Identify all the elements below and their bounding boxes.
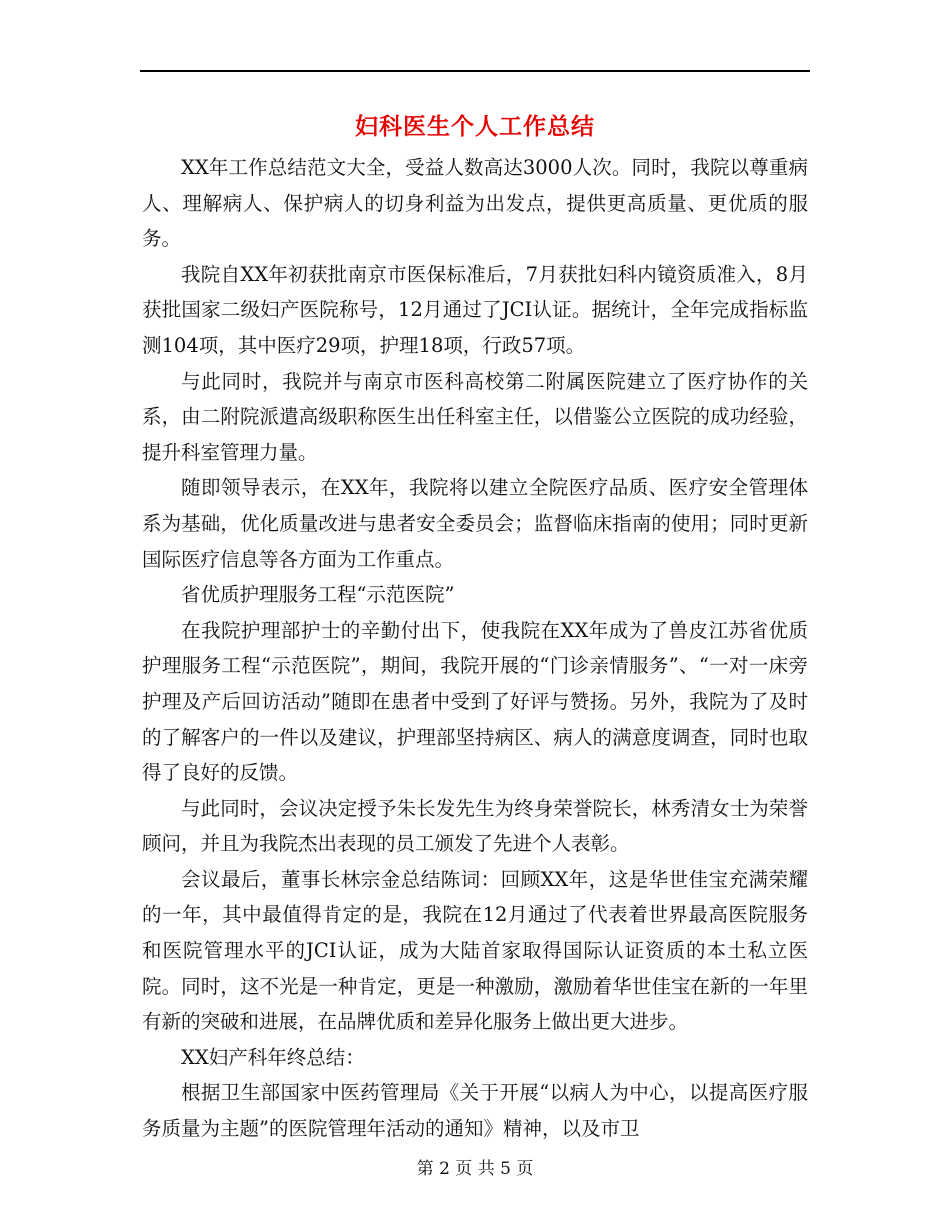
section-heading: XX妇产科年终总结： — [181, 1045, 365, 1069]
paragraph: 我院自XX年初获批南京市医保标准后，7月获批妇科内镜资质准入，8月获批国家二级妇产医院称号，12月通过了JCI认证。据统计，全年完成指标监测104项，其中医疗29项，护理18项，行政57项。 — [142, 262, 808, 357]
paragraph: XX年工作总结范文大全，受益人数高达3000人次。同时，我院以尊重病人、理解病人、保护病人的切身利益为出发点，提供更高质量、更优质的服务。 — [142, 156, 808, 251]
paragraph: 与此同时，我院并与南京市医科高校第二附属医院建立了医疗协作的关系，由二附院派遣高级职称医生出任科室主任，以借鉴公立医院的成功经验，提升科室管理力量。 — [142, 369, 808, 464]
paragraph: 与此同时，会议决定授予朱长发先生为终身荣誉院长，林秀清女士为荣誉顾问，并且为我院杰出表现的员工颁发了先进个人表彰。 — [142, 796, 808, 856]
paragraph: 在我院护理部护士的辛勤付出下，使我院在XX年成为了兽皮江苏省优质护理服务工程“示范医院”，期间，我院开展的“门诊亲情服务”、“一对一床旁护理及产后回访活动”随即在患者中受到了好评与赞扬。另外，我院为了及时的了解客户的一件以及建议，护理部坚持病区、病人的满意度调查，同时也取得了良好的反馈。 — [142, 618, 808, 785]
header-rule — [140, 70, 810, 72]
page-title: 妇科医生个人工作总结 — [355, 113, 595, 140]
paragraph: 会议最后，董事长林宗金总结陈词：回顾XX年，这是华世佳宝充满荣耀的一年，其中最值得肯定的是，我院在12月通过了代表着世界最高医院服务和医院管理水平的JCI认证，成为大陆首家取得国际认证资质的本土私立医院。同时，这不光是一种肯定，更是一种激励，激励着华世佳宝在新的一年里有新的突破和进展，在品牌优质和差异化服务上做出更大进步。 — [142, 867, 808, 1034]
paragraph: 根据卫生部国家中医药管理局《关于开展“以病人为中心，以提高医疗服务质量为主题”的医院管理年活动的通知》精神，以及市卫 — [142, 1081, 808, 1141]
paragraph: 随即领导表示，在XX年，我院将以建立全院医疗品质、医疗安全管理体系为基础，优化质量改进与患者安全委员会；监督临床指南的使用；同时更新国际医疗信息等各方面为工作重点。 — [142, 476, 808, 571]
page-number: 第 2 页 共 5 页 — [416, 1159, 534, 1179]
section-heading: 省优质护理服务工程“示范医院” — [181, 583, 455, 607]
document-body — [142, 150, 808, 1147]
